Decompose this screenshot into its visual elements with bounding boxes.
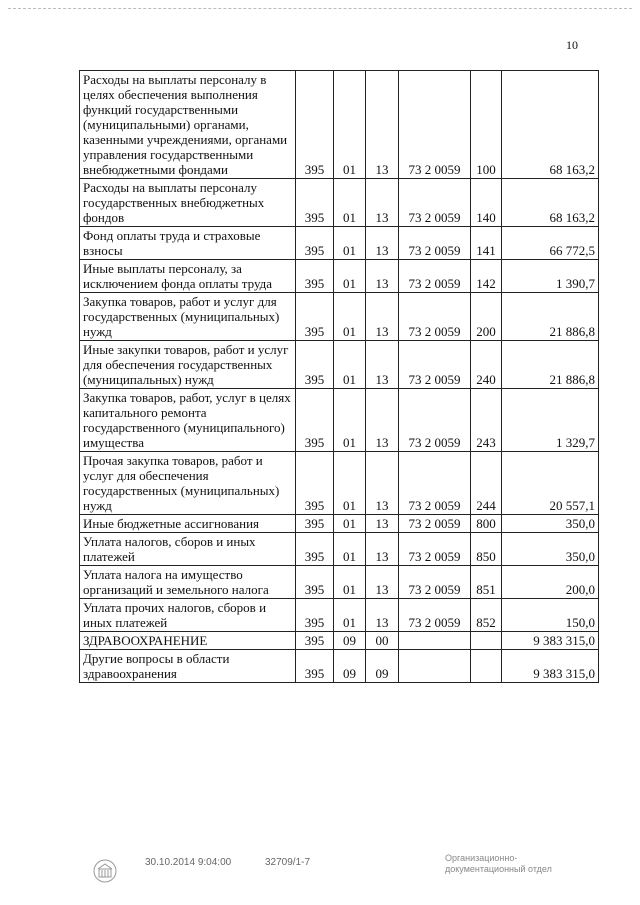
- subsection-code: 13: [366, 566, 399, 599]
- section-code: 01: [334, 179, 366, 227]
- expense-type-code: 243: [471, 389, 502, 452]
- footer-department-line1: Организационно-: [445, 853, 518, 863]
- expense-name-text: ЗДРАВООХРАНЕНИЕ: [83, 633, 208, 648]
- expense-name-text: Иные выплаты персоналу, за исключением фонда оплаты труда: [83, 261, 273, 291]
- section-code: 01: [334, 227, 366, 260]
- expense-name: [80, 227, 296, 260]
- footer-doc-number: 32709/1-7: [265, 857, 311, 868]
- expense-name-text: Другие вопросы в области здравоохранения: [83, 651, 230, 681]
- subsection-code: 13: [366, 599, 399, 632]
- subsection-code: 13: [366, 260, 399, 293]
- subsection-code: 13: [366, 515, 399, 533]
- expense-name: [80, 452, 296, 515]
- amount: 9 383 315,0: [502, 650, 599, 683]
- department-code: 395: [296, 293, 334, 341]
- department-code: 395: [296, 227, 334, 260]
- department-code: 395: [296, 533, 334, 566]
- amount: 9 383 315,0: [502, 632, 599, 650]
- subsection-code: 13: [366, 341, 399, 389]
- section-code: 01: [334, 293, 366, 341]
- target-article-code: 73 2 0059: [399, 599, 471, 632]
- expense-type-code: 200: [471, 293, 502, 341]
- department-code: 395: [296, 389, 334, 452]
- expense-type-code: 800: [471, 515, 502, 533]
- target-article-code: 73 2 0059: [399, 227, 471, 260]
- expense-type-code: [471, 632, 502, 650]
- expense-type-code: 141: [471, 227, 502, 260]
- table-row: [80, 452, 599, 515]
- amount: 68 163,2: [502, 71, 599, 179]
- expense-type-code: 852: [471, 599, 502, 632]
- department-code: 395: [296, 341, 334, 389]
- table-row: [80, 533, 599, 566]
- expense-name: [80, 566, 296, 599]
- table-row: [80, 293, 599, 341]
- amount: 20 557,1: [502, 452, 599, 515]
- target-article-code: 73 2 0059: [399, 179, 471, 227]
- expense-type-code: [471, 650, 502, 683]
- target-article-code: 73 2 0059: [399, 515, 471, 533]
- table-row: [80, 389, 599, 452]
- target-article-code: [399, 650, 471, 683]
- subsection-code: 13: [366, 452, 399, 515]
- expense-name-text: Закупка товаров, работ, услуг в целях капитального ремонта государственного (муниципального) имущества: [83, 390, 291, 450]
- table-row: [80, 650, 599, 683]
- section-code: 09: [334, 650, 366, 683]
- subsection-code: 13: [366, 533, 399, 566]
- footer-timestamp: 30.10.2014 9:04:00: [145, 857, 232, 868]
- table-row: [80, 260, 599, 293]
- target-article-code: 73 2 0059: [399, 71, 471, 179]
- expense-name: [80, 71, 296, 179]
- expense-name: [80, 179, 296, 227]
- table-row: [80, 179, 599, 227]
- department-code: 395: [296, 650, 334, 683]
- amount: 21 886,8: [502, 293, 599, 341]
- amount: 66 772,5: [502, 227, 599, 260]
- expense-name-text: Расходы на выплаты персоналу государственных внебюджетных фондов: [83, 180, 265, 225]
- expense-name: [80, 341, 296, 389]
- amount: 1 390,7: [502, 260, 599, 293]
- table-row: [80, 341, 599, 389]
- footer-department-line2: документационный отдел: [445, 864, 552, 874]
- section-code: 01: [334, 515, 366, 533]
- expense-name: [80, 389, 296, 452]
- expense-name: [80, 599, 296, 632]
- expense-name-text: Уплата налога на имущество организаций и земельного налога: [83, 567, 269, 597]
- expense-name-text: Закупка товаров, работ и услуг для государственных (муниципальных) нужд: [83, 294, 280, 339]
- expense-name: [80, 650, 296, 683]
- target-article-code: 73 2 0059: [399, 293, 471, 341]
- section-code: 01: [334, 389, 366, 452]
- budget-table-body: [80, 71, 599, 683]
- department-code: 395: [296, 452, 334, 515]
- table-row: [80, 227, 599, 260]
- expense-name-text: Прочая закупка товаров, работ и услуг для обеспечения государственных (муниципальных) нужд: [83, 453, 280, 513]
- expense-type-code: 244: [471, 452, 502, 515]
- section-code: 01: [334, 341, 366, 389]
- amount: 350,0: [502, 533, 599, 566]
- table-row: [80, 515, 599, 533]
- expense-name-text: Фонд оплаты труда и страховые взносы: [83, 228, 261, 258]
- expense-type-code: 142: [471, 260, 502, 293]
- table-row: [80, 566, 599, 599]
- department-code: 395: [296, 515, 334, 533]
- expense-name-text: Уплата прочих налогов, сборов и иных платежей: [83, 600, 267, 630]
- subsection-code: 13: [366, 389, 399, 452]
- expense-type-code: 140: [471, 179, 502, 227]
- subsection-code: 00: [366, 632, 399, 650]
- expense-name-text: Уплата налогов, сборов и иных платежей: [83, 534, 256, 564]
- table-row: [80, 71, 599, 179]
- table-row: [80, 599, 599, 632]
- department-code: 395: [296, 566, 334, 599]
- expense-name: [80, 293, 296, 341]
- department-code: 395: [296, 179, 334, 227]
- section-code: 01: [334, 533, 366, 566]
- target-article-code: 73 2 0059: [399, 341, 471, 389]
- subsection-code: 13: [366, 227, 399, 260]
- subsection-code: 09: [366, 650, 399, 683]
- section-code: 01: [334, 599, 366, 632]
- expense-type-code: 100: [471, 71, 502, 179]
- amount: 150,0: [502, 599, 599, 632]
- target-article-code: 73 2 0059: [399, 452, 471, 515]
- department-code: 395: [296, 632, 334, 650]
- expense-type-code: 240: [471, 341, 502, 389]
- amount: 68 163,2: [502, 179, 599, 227]
- target-article-code: [399, 632, 471, 650]
- expense-name-text: Иные закупки товаров, работ и услуг для обеспечения государственных (муниципальных) нужд: [83, 342, 289, 387]
- amount: 1 329,7: [502, 389, 599, 452]
- expense-name: [80, 632, 296, 650]
- target-article-code: 73 2 0059: [399, 389, 471, 452]
- expense-type-code: 850: [471, 533, 502, 566]
- amount: 350,0: [502, 515, 599, 533]
- department-code: 395: [296, 260, 334, 293]
- subsection-code: 13: [366, 179, 399, 227]
- table-row: [80, 632, 599, 650]
- department-code: 395: [296, 71, 334, 179]
- section-code: 01: [334, 260, 366, 293]
- expense-name: [80, 260, 296, 293]
- footer-department: [445, 853, 585, 875]
- subsection-code: 13: [366, 293, 399, 341]
- target-article-code: 73 2 0059: [399, 533, 471, 566]
- amount: 21 886,8: [502, 341, 599, 389]
- expense-name: [80, 533, 296, 566]
- department-code: 395: [296, 599, 334, 632]
- scan-top-edge: [8, 8, 632, 10]
- budget-table: [79, 70, 599, 683]
- target-article-code: 73 2 0059: [399, 566, 471, 599]
- expense-name: [80, 515, 296, 533]
- section-code: 01: [334, 452, 366, 515]
- expense-name-text: Расходы на выплаты персоналу в целях обеспечения выполнения функций государственными (муниципальными) органами, казенными учреждениями, органами управления государственными внебюджетными фондами: [83, 72, 288, 177]
- subsection-code: 13: [366, 71, 399, 179]
- building-seal-icon: [92, 858, 118, 884]
- expense-name-text: Иные бюджетные ассигнования: [83, 516, 260, 531]
- amount: 200,0: [502, 566, 599, 599]
- section-code: 01: [334, 71, 366, 179]
- section-code: 09: [334, 632, 366, 650]
- section-code: 01: [334, 566, 366, 599]
- target-article-code: 73 2 0059: [399, 260, 471, 293]
- expense-type-code: 851: [471, 566, 502, 599]
- page-number: 10: [566, 38, 578, 52]
